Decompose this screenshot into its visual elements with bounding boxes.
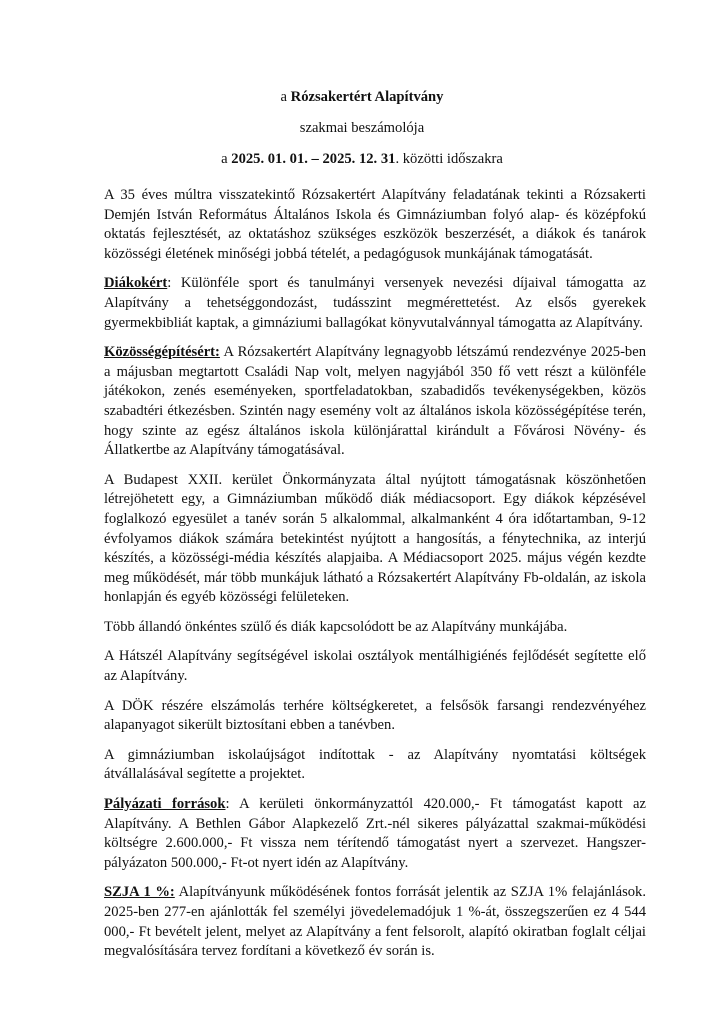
onkentes-paragraph: Több állandó önkéntes szülő és diák kapcsolódott be az Alapítvány munkájába.	[104, 618, 568, 635]
dok-paragraph: A DÖK részére elszámolás terhére költségkeretet, a felsősök farsangi rendezvényéhez alapanyagot sikerült biztosítani ebben a tanévben.	[104, 697, 646, 734]
diakokert-text: : Különféle sport és tanulmányi versenyek nevezési díjaival támogatta az Alapítvány a tehetséggondozást, tudásszint megmérettetést. Az elsős gyerekek gyermekbibliát kaptak, a gimnáziumi ballagókat könyvutalvánnyal támogatta az Alapítvány.	[104, 275, 646, 331]
szja-paragraph	[104, 883, 646, 961]
kozossegepites-label: Közösségépítésért:	[104, 344, 220, 361]
intro-paragraph: A 35 éves múltra visszatekintő Rózsakertért Alapítvány feladatának tekinti a Rózsakerti Demjén István Református Általános Iskola és Gimnáziumban folyó alap- és középfokú oktatás fejlesztését, az oktatáshoz szükséges eszközök beszerzését, a diákok és tanárok közösségi életének minőségi jobbá tételét, a pedagógusok munkájának támogatását.	[104, 187, 646, 262]
hatszel-paragraph: A Hátszél Alapítvány segítségével iskolai osztályok mentálhigiénés fejlődését segítette elő az Alapítvány.	[104, 648, 646, 685]
foundation-name: Rózsakertért Alapítvány	[290, 89, 444, 105]
budapest-paragraph: A Budapest XXII. kerület Önkormányzata által nyújtott támogatásnak köszönhetően létrejöhetett egy, a Gimnáziumban működő diák médiacsoport. Egy diákok képzésével foglalkozó egyesület a tanév során 5 alkalommal, alkalmanként 4 óra időtartamban, 9-12 évfolyamos diákok számára betekintést nyújtott a hangosítás, a fénytechnika, az interjú készítés, a közösségi-média készítés alapjaiba. A Médiacsoport 2025. május végén kezdte meg működését, már több munkájuk látható a Rózsakertért Alapítvány Fb-oldalán, az iskola honlapján és egyéb közösségi felületeken.	[104, 471, 646, 606]
period-prefix: a	[221, 151, 232, 167]
title-line	[0, 88, 724, 107]
title-prefix: a	[280, 89, 291, 105]
diakokert-label: Diákokért	[104, 275, 168, 292]
period-dates: 2025. 01. 01. – 2025. 12. 31	[231, 151, 396, 167]
kozossegepites-text: A Rózsakertért Alapítvány legnagyobb létszámú rendezvénye 2025-ben a májusban megtartott Családi Nap volt, melyen nagyjából 350 fő vett részt a különféle játékokon, zenés eseményeken, sportfeladatokban, szabadidős tevékenységekben, közös szabadtéri étkezésben. Szintén nagy esemény volt az általános iskola közösségépítése terén, hogy szinte az egész általános iskola különjárattal kirándult a Fővárosi Növény- és Állatkertbe az Alapítvány támogatásával.	[104, 344, 646, 459]
palyazati-label: Pályázati források	[104, 796, 226, 813]
document-body	[104, 186, 646, 972]
diakokert-paragraph	[104, 274, 646, 333]
kozossegepites-paragraph	[104, 343, 646, 461]
document-header	[0, 88, 724, 181]
subtitle-line: szakmai beszámolója	[299, 120, 425, 136]
palyazati-paragraph	[104, 795, 646, 873]
period-line	[0, 150, 724, 169]
palyazati-text: : A kerületi önkormányzattól 420.000,- Ft támogatást kapott az Alapítvány. A Bethlen Gábor Alapkezelő Zrt.-nél sikeres pályázattal szakmai-működési költségre 2.600.000,- Ft vissza nem térítendő támogatást nyert a szervezet. Hangszer-pályázaton 500.000,- Ft-ot nyert idén az Alapítvány.	[104, 796, 646, 871]
szja-label: SZJA 1 %:	[104, 884, 175, 901]
szja-text: Alapítványunk működésének fontos forrását jelentik az SZJA 1% felajánlások. 2025-ben 277-en ajánlották fel személyi jövedelemadójuk 1 %-át, összegszerűen ez 4 544 000,- Ft bevételt jelent, melyet az Alapítvány a fent felsorolt, alapító okiratban foglalt céljai megvalósítására tervez fordítani a következő év során is.	[104, 884, 646, 960]
period-suffix: . közötti időszakra	[395, 151, 503, 167]
iskolaujsag-paragraph: A gimnáziumban iskolaújságot indítottak - az Alapítvány nyomtatási költségek átvállalásával segítette a projektet.	[104, 746, 646, 783]
